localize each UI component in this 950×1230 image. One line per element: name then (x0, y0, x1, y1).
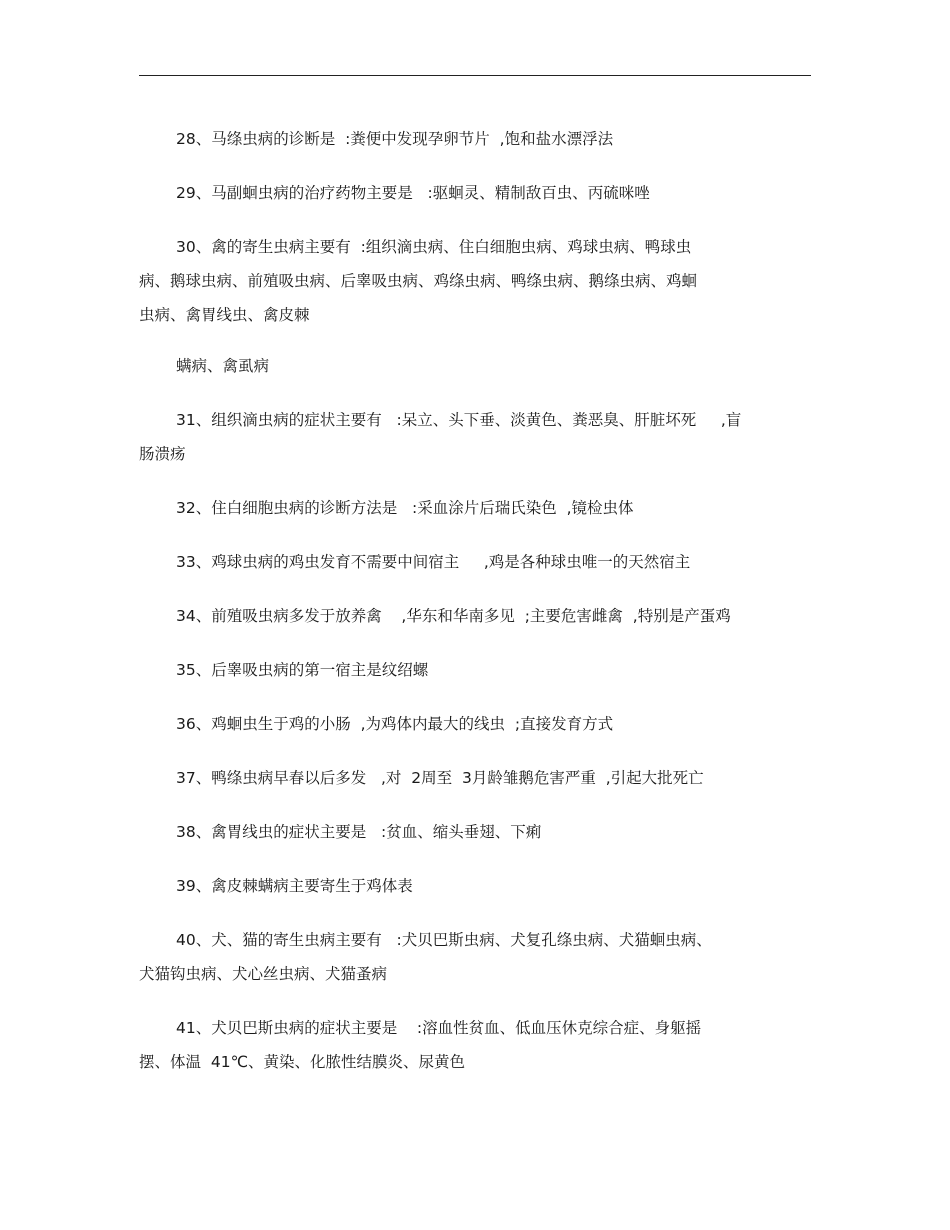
paragraph-line: 摆、体温 41℃、黄染、化脓性结膜炎、尿黄色 (139, 1053, 465, 1071)
paragraph-line: 32、住白细胞虫病的诊断方法是 :采血涂片后瑞氏染色 ,镜检虫体 (176, 499, 634, 517)
paragraph-line: 37、鸭绦虫病早春以后多发 ,对 2周至 3月龄雏鹅危害严重 ,引起大批死亡 (176, 769, 704, 787)
paragraph-line: 虫病、禽胃线虫、禽皮棘 (139, 306, 310, 324)
paragraph-line: 41、犬贝巴斯虫病的症状主要是 :溶血性贫血、低血压休克综合症、身躯摇 (176, 1019, 702, 1037)
paragraph-35 (139, 653, 811, 687)
paragraph-line: 29、马副蛔虫病的治疗药物主要是 :驱蛔灵、精制敌百虫、丙硫咪唑 (176, 184, 650, 202)
paragraph-line: 36、鸡蛔虫生于鸡的小肠 ,为鸡体内最大的线虫 ;直接发育方式 (176, 715, 614, 733)
paragraph-line: 40、犬、猫的寄生虫病主要有 :犬贝巴斯虫病、犬复孔绦虫病、犬猫蛔虫病、 (176, 931, 712, 949)
paragraph-line: 35、后睾吸虫病的第一宿主是纹绍螺 (176, 661, 429, 679)
paragraph-32 (139, 491, 811, 525)
paragraph-line: 31、组织滴虫病的症状主要有 :呆立、头下垂、淡黄色、粪恶臭、肝脏坏死 ,盲 (176, 411, 742, 429)
paragraph-31 (139, 403, 811, 471)
paragraph-41 (139, 1011, 811, 1079)
paragraph-33 (139, 545, 811, 579)
paragraph-30-continued (139, 349, 811, 383)
paragraph-34 (139, 599, 811, 633)
paragraph-line: 螨病、禽虱病 (176, 357, 270, 375)
paragraph-line: 30、禽的寄生虫病主要有 :组织滴虫病、住白细胞虫病、鸡球虫病、鸭球虫 (176, 238, 692, 256)
paragraph-line: 34、前殖吸虫病多发于放养禽 ,华东和华南多见 ;主要危害雌禽 ,特别是产蛋鸡 (176, 607, 731, 625)
paragraph-28 (139, 122, 811, 156)
paragraph-40 (139, 923, 811, 991)
paragraph-line: 犬猫钩虫病、犬心丝虫病、犬猫蚤病 (139, 965, 388, 983)
paragraph-30 (139, 230, 811, 332)
paragraph-38 (139, 815, 811, 849)
paragraph-line: 33、鸡球虫病的鸡虫发育不需要中间宿主 ,鸡是各种球虫唯一的天然宿主 (176, 553, 691, 571)
header-rule (139, 75, 811, 76)
paragraph-36 (139, 707, 811, 741)
paragraph-line: 38、禽胃线虫的症状主要是 :贫血、缩头垂翅、下痢 (176, 823, 542, 841)
paragraph-line: 肠溃疡 (139, 445, 186, 463)
paragraph-29 (139, 176, 811, 210)
paragraph-line: 28、马绦虫病的诊断是 :粪便中发现孕卵节片 ,饱和盐水漂浮法 (176, 130, 614, 148)
paragraph-line: 39、禽皮棘螨病主要寄生于鸡体表 (176, 877, 413, 895)
paragraph-line: 病、鹅球虫病、前殖吸虫病、后睾吸虫病、鸡绦虫病、鸭绦虫病、鹅绦虫病、鸡蛔 (139, 272, 698, 290)
paragraph-39 (139, 869, 811, 903)
paragraph-37 (139, 761, 811, 795)
document-body (139, 122, 811, 1099)
